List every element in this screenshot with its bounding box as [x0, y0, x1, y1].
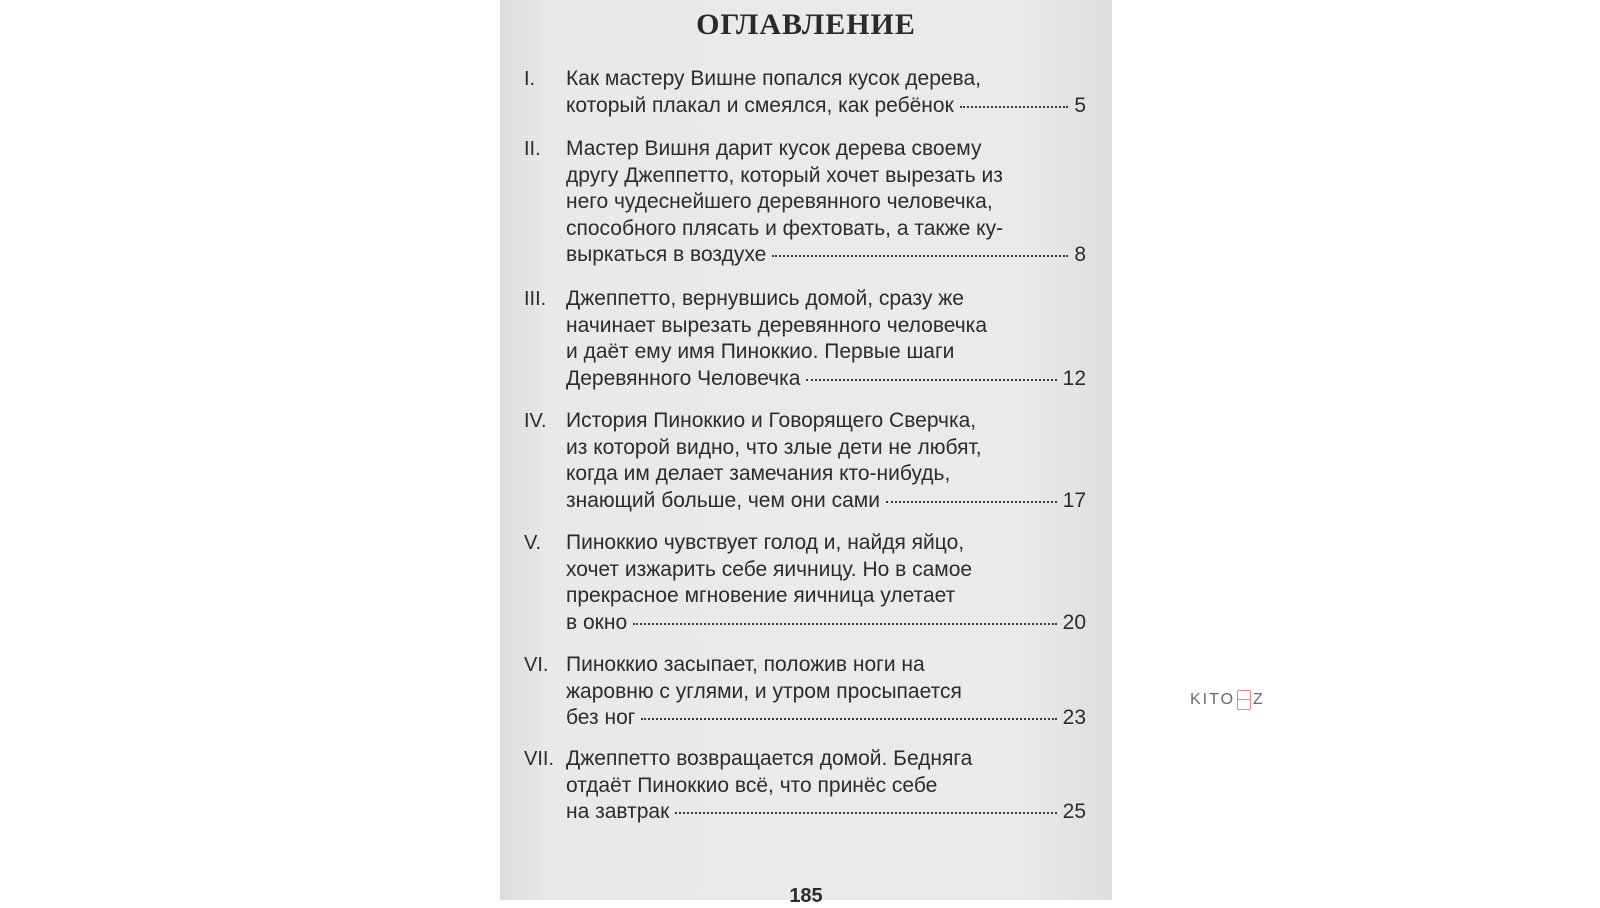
- page-ref: 25: [1062, 800, 1086, 823]
- chapter-line: Пиноккио засыпает, положив ноги на: [566, 653, 925, 676]
- chapter-text: [566, 136, 1086, 269]
- chapter-line: без ног: [566, 706, 636, 729]
- chapter-text: [566, 408, 1086, 514]
- dot-leader: [806, 379, 1056, 381]
- dot-leader: [886, 501, 1057, 503]
- chapter-line: Мастер Вишня дарит кусок дерева своему: [566, 137, 982, 160]
- book-page: [500, 0, 1112, 907]
- chapter-line: другу Джеппетто, который хочет вырезать из: [566, 163, 1003, 187]
- chapter-text: [566, 286, 1086, 392]
- chapter-line: Деревянного Человечка: [566, 366, 801, 390]
- chapter-text: [566, 652, 1086, 732]
- chapter-line: когда им делает замечания кто-нибудь,: [566, 462, 951, 485]
- chapter-line: Как мастеру Вишне попался кусок дерева,: [566, 67, 981, 90]
- chapter-last-line: [566, 488, 1086, 515]
- watermark-text: Z: [1253, 691, 1265, 708]
- dot-leader: [772, 255, 1068, 257]
- watermark-text: KITO: [1190, 691, 1236, 708]
- page-ref: 20: [1062, 610, 1086, 634]
- chapter-line: из которой видно, что злые дети не любят,: [566, 435, 982, 459]
- chapter-line: начинает вырезать деревянного человечка: [566, 313, 988, 337]
- chapter-line: и даёт ему имя Пиноккио. Первые шаги: [566, 340, 955, 363]
- dot-leader: [960, 106, 1069, 108]
- chapter-line: способного плясать и фехтовать, а также ку-: [566, 216, 1004, 240]
- chapter-last-line: [566, 610, 1086, 637]
- chapter-line: выркаться в воздухе: [566, 243, 767, 266]
- chapter-line: знающий больше, чем они сами: [566, 488, 880, 512]
- chapter-last-line: [566, 799, 1086, 826]
- page-ref: 5: [1074, 93, 1086, 117]
- chapter-last-line: [566, 242, 1086, 269]
- page-number: 185: [789, 885, 823, 907]
- chapter-line: него чудеснейшего деревянного человечка,: [566, 190, 993, 213]
- chapter-number: VII.: [524, 748, 555, 770]
- page-ref: 17: [1062, 488, 1086, 512]
- page-ref: 12: [1062, 366, 1086, 390]
- chapter-last-line: [566, 705, 1086, 732]
- chapter-line: отдаёт Пиноккио всё, что принёс себе: [566, 773, 938, 797]
- chapter-line: Джеппетто, вернувшись домой, сразу же: [566, 287, 964, 310]
- chapter-line: в окно: [566, 610, 628, 634]
- page-ref: 23: [1062, 706, 1086, 729]
- chapter-line: жаровню с углями, и утром просыпается: [566, 679, 962, 703]
- logo-mark-icon: [1237, 690, 1251, 710]
- page-title: ОГЛАВЛЕНИЕ: [696, 8, 916, 41]
- chapter-number: I.: [524, 68, 536, 90]
- chapter-number: VI.: [524, 654, 549, 676]
- watermark-logo: [1190, 690, 1265, 710]
- chapter-number: V.: [524, 532, 542, 554]
- dot-leader: [641, 718, 1056, 720]
- chapter-line: Пиноккио чувствует голод и, найдя яйцо,: [566, 531, 965, 554]
- chapter-text: [566, 530, 1086, 636]
- chapter-number: II.: [524, 138, 541, 160]
- dot-leader: [675, 812, 1056, 814]
- chapter-line: на завтрак: [566, 800, 670, 823]
- chapter-line: который плакал и смеялся, как ребёнок: [566, 93, 954, 117]
- page-ref: 8: [1074, 243, 1086, 266]
- chapter-number: III.: [524, 288, 547, 310]
- chapter-text: [566, 66, 1086, 119]
- chapter-line: История Пиноккио и Говорящего Сверчка,: [566, 409, 977, 432]
- chapter-number: IV.: [524, 410, 547, 432]
- chapter-line: прекрасное мгновение яичница улетает: [566, 584, 956, 607]
- chapter-last-line: [566, 366, 1086, 393]
- chapter-last-line: [566, 93, 1086, 120]
- chapter-line: Джеппетто возвращается домой. Бедняга: [566, 747, 973, 770]
- chapter-line: хочет изжарить себе яичницу. Но в самое: [566, 557, 973, 581]
- chapter-text: [566, 746, 1086, 826]
- dot-leader: [633, 623, 1057, 625]
